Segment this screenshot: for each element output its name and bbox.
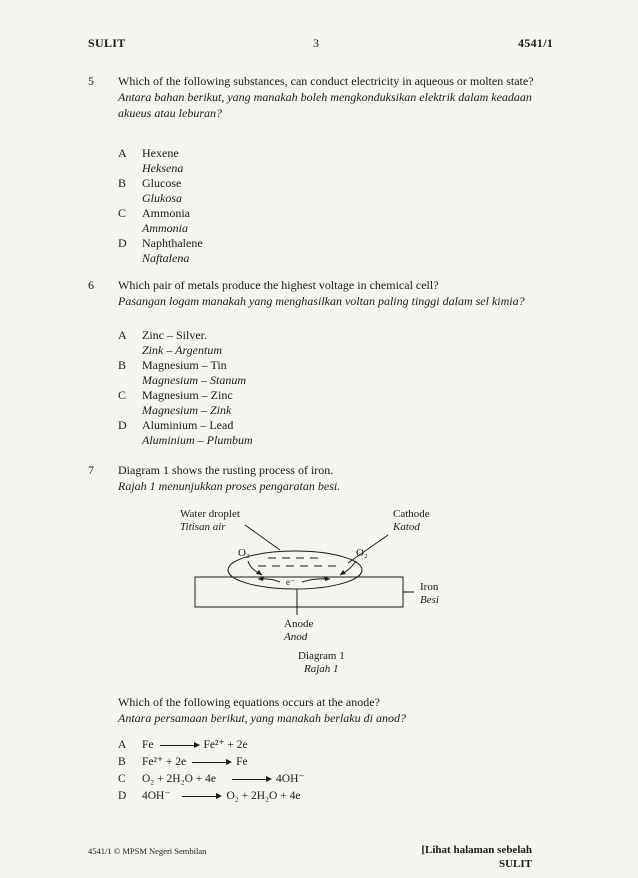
- q7-option-b-lhs: Fe²⁺ + 2e: [142, 756, 187, 768]
- q7-text-ms: Rajah 1 menunjukkan proses pengaratan besi.: [118, 479, 341, 493]
- q5-option-a-ms: Heksena: [142, 161, 184, 175]
- q6-option-b-en: Magnesium – Tin: [142, 358, 227, 372]
- q7-option-b-rhs: Fe: [236, 756, 248, 768]
- q5-option-b-ms: Glukosa: [142, 191, 182, 205]
- q6-option-a-en: Zinc – Silver.: [142, 328, 207, 342]
- label-iron: Iron Besi: [420, 581, 439, 606]
- q6-option-d-ms: Aluminium – Plumbum: [142, 433, 253, 447]
- label-cathode: Cathode Katod: [393, 508, 430, 533]
- water-dashes: [258, 558, 336, 566]
- q6-options: A Zinc – Silver. Zink – Argentum B Magnesium – Tin Magnesium – Stanum C Magnesium – Zinc Magnesium – Zink D Aluminium – Lead Aluminium – Plumbum: [118, 328, 253, 447]
- q6-option-c-ms: Magnesium – Zink: [142, 403, 232, 417]
- water-leader: [245, 525, 280, 550]
- q7-option-c-lhs: O₂ + 2H₂O + 4e: [142, 773, 217, 785]
- cathode-leader: [348, 535, 388, 563]
- label-water-droplet: Water droplet Titisan air: [180, 508, 240, 533]
- q6-stem: [118, 277, 543, 309]
- q5-option-c-ms: Ammonia: [142, 221, 188, 235]
- header-right: 4541/1: [518, 36, 554, 50]
- q5-option-c-en: Ammonia: [142, 206, 190, 220]
- q5-option-d-en: Naphthalene: [142, 236, 203, 250]
- q7-stem: [118, 462, 543, 494]
- arrow-icon: [192, 762, 230, 763]
- q7-option-a-lhs: Fe: [142, 739, 154, 751]
- iron-block: [195, 577, 403, 607]
- q6-text-en: Which pair of metals produce the highest voltage in chemical cell?: [118, 278, 439, 292]
- q5-text-en: Which of the following substances, can conduct electricity in aqueous or molten state?: [118, 74, 534, 88]
- q5-option-a-en: Hexene: [142, 146, 179, 160]
- arrow-icon: [232, 779, 270, 780]
- q6-option-d-en: Aluminium – Lead: [142, 418, 234, 432]
- q6-option-c-en: Magnesium – Zinc: [142, 388, 233, 402]
- q7-question-en: Which of the following equations occurs at the anode?: [118, 695, 380, 709]
- q6-option-b-ms: Magnesium – Stanum: [142, 373, 246, 387]
- q6-number: 6: [88, 278, 94, 292]
- q7-number: 7: [88, 463, 94, 477]
- q7-question: [118, 694, 543, 726]
- q7-option-b[interactable]: B Fe²⁺ + 2e Fe: [118, 756, 248, 768]
- footer-right: [Lihat halaman sebelah SULIT: [421, 844, 532, 870]
- q7-option-a-rhs: Fe²⁺ + 2e: [203, 739, 248, 751]
- label-anode: Anode Anod: [284, 618, 314, 643]
- q5-option-d-ms: Naftalena: [142, 251, 190, 265]
- q5-number: 5: [88, 74, 94, 88]
- q7-option-c[interactable]: C O₂ + 2H₂O + 4e 4OH⁻: [118, 773, 305, 785]
- footer-left: 4541/1 © MPSM Negeri Sembilan: [88, 846, 207, 856]
- arrow-icon: [182, 796, 220, 797]
- page-number: 3: [313, 36, 320, 50]
- q5-stem: [118, 73, 543, 121]
- diagram-rusting: [150, 505, 480, 690]
- q5-option-b-en: Glucose: [142, 176, 182, 190]
- q7-question-ms: Antara persamaan berikut, yang manakah berlaku di anod?: [118, 711, 406, 725]
- arrow-icon: [160, 745, 198, 746]
- q7-option-c-rhs: 4OH⁻: [276, 773, 305, 785]
- q7-option-d-lhs: 4OH⁻: [142, 790, 171, 802]
- q5-options: A Hexene Heksena B Glucose Glukosa C Ammonia Ammonia D Naphthalene Naftalena: [118, 146, 203, 265]
- label-o2-left: O₂: [238, 547, 250, 559]
- q7-text-en: Diagram 1 shows the rusting process of iron.: [118, 463, 334, 477]
- q7-option-a[interactable]: A Fe Fe²⁺ + 2e: [118, 739, 248, 751]
- diagram-caption: Diagram 1 Rajah 1: [298, 650, 345, 675]
- q6-text-ms: Pasangan logam manakah yang menghasilkan voltan paling tinggi dalam sel kimia?: [118, 294, 525, 308]
- q6-option-a-ms: Zink – Argentum: [142, 343, 222, 357]
- q7-option-d-rhs: O₂ + 2H₂O + 4e: [226, 790, 301, 802]
- label-electron: e⁻: [286, 577, 295, 587]
- q5-text-ms: Antara bahan berikut, yang manakah boleh mengkonduksikan elektrik dalam keadaan akueus atau leburan?: [118, 90, 532, 120]
- header-left: SULIT: [88, 36, 126, 50]
- q7-option-d[interactable]: D 4OH⁻ O₂ + 2H₂O + 4e: [118, 790, 301, 802]
- label-o2-right: O₂: [356, 547, 368, 559]
